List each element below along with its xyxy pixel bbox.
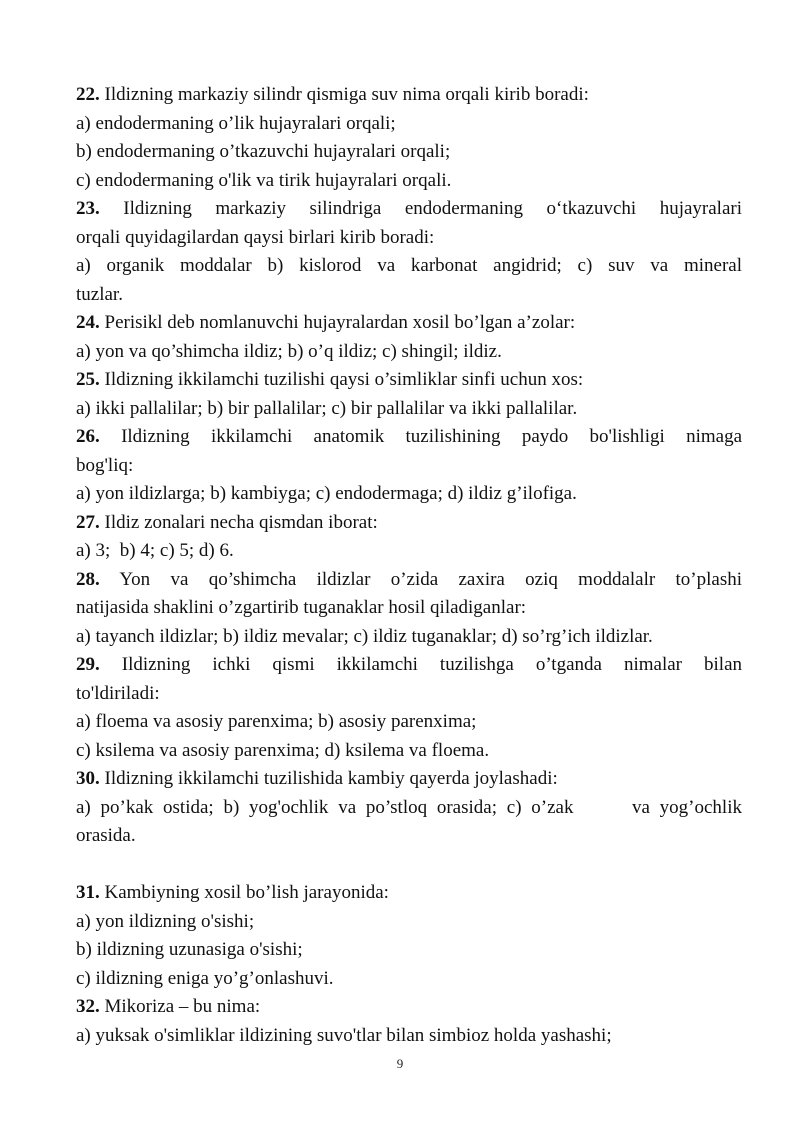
answer-option: b) endodermaning o’tkazuvchi hujayralari orqali;	[76, 141, 451, 162]
question-number: 28.	[76, 568, 100, 590]
question-text: Perisikl deb nomlanuvchi hujayralardan xosil bo’lgan a’zolar:	[104, 312, 576, 333]
question-list	[76, 81, 742, 1050]
question-text: Ildizning ichki qismi ikkilamchi tuzilishga o’tganda nimalar bilan	[121, 654, 743, 675]
question-31-text	[76, 879, 742, 908]
question-25-text	[76, 366, 742, 395]
answer-option: c) ksilema va asosiy parenxima; d) ksilema va floema.	[76, 739, 490, 761]
question-text: Ildiz zonalari necha qismdan iborat:	[104, 511, 378, 533]
question-29-text	[76, 651, 742, 680]
question-number: 23.	[76, 198, 100, 219]
question-number: 27.	[76, 511, 100, 533]
question-text: Ildizning markaziy silindr qismiga suv nima orqali kirib boradi:	[104, 84, 589, 105]
question-text: Ildizning ikkilamchi tuzilishi qaysi o’simliklar sinfi uchun xos:	[104, 369, 584, 390]
answer-option: a) po’kak ostida; b) yog'ochlik va po’stloq orasida; c) o’zak va yog’ochlik	[76, 796, 742, 818]
answer-option: a) 3; b) 4; c) 5; d) 6.	[76, 540, 234, 561]
answer-option: b) ildizning uzunasiga o'sishi;	[76, 939, 303, 960]
question-number: 24.	[76, 312, 100, 333]
question-24-text	[76, 309, 742, 338]
answer-option: a) organik moddalar b) kislorod va karbonat angidrid; c) suv va mineral	[76, 255, 742, 276]
question-text-continued: bog'liq:	[76, 454, 134, 476]
question-text: Kambiyning xosil bo’lish jarayonida:	[104, 882, 389, 903]
blank-line	[76, 851, 742, 880]
answer-option: tuzlar.	[76, 283, 123, 305]
question-text: Mikoriza – bu nima:	[104, 996, 261, 1017]
answer-option: c) endodermaning o'lik va tirik hujayralari orqali.	[76, 169, 452, 191]
question-text: Yon va qo’shimcha ildizlar o’zida zaxira oziq moddalalr to’plashi	[119, 568, 742, 590]
question-30-text	[76, 765, 742, 794]
question-22-text	[76, 81, 742, 110]
answer-option: a) yon ildizlarga; b) kambiyga; c) endodermaga; d) ildiz g’ilofiga.	[76, 483, 577, 504]
answer-option: a) tayanch ildizlar; b) ildiz mevalar; c) ildiz tuganaklar; d) so’rg’ich ildizlar.	[76, 625, 653, 647]
answer-option: a) ikki pallalilar; b) bir pallalilar; c) bir pallalilar va ikki pallalilar.	[76, 397, 578, 419]
answer-option: a) endodermaning o’lik hujayralari orqali;	[76, 112, 396, 134]
question-number: 30.	[76, 768, 100, 789]
question-text-continued: natijasida shaklini o’zgartirib tuganaklar hosil qiladiganlar:	[76, 597, 527, 618]
question-number: 31.	[76, 882, 100, 903]
answer-option: a) floema va asosiy parenxima; b) asosiy parenxima;	[76, 711, 477, 732]
question-text-continued: to'ldiriladi:	[76, 682, 160, 704]
question-32-text	[76, 993, 742, 1022]
question-number: 25.	[76, 369, 100, 390]
question-text: Ildizning ikkilamchi tuzilishida kambiy qayerda joylashadi:	[104, 768, 558, 789]
answer-option: a) yuksak o'simliklar ildizining suvo'tlar bilan simbioz holda yashashi;	[76, 1024, 612, 1046]
question-text-continued: orqali quyidagilardan qaysi birlari kirib boradi:	[76, 226, 435, 248]
question-number: 22.	[76, 84, 100, 105]
question-number: 29.	[76, 654, 100, 675]
answer-option: c) ildizning eniga yo’g’onlashuvi.	[76, 967, 334, 989]
question-26-text	[76, 423, 742, 452]
question-number: 32.	[76, 996, 100, 1017]
answer-option: orasida.	[76, 825, 136, 846]
answer-option: a) yon ildizning o'sishi;	[76, 910, 255, 932]
question-28-text	[76, 566, 742, 595]
question-number: 26.	[76, 426, 100, 447]
question-23-text	[76, 195, 742, 224]
question-text: Ildizning markaziy silindriga endodermaning o‘tkazuvchi hujayralari	[123, 198, 743, 219]
page-number: 9	[396, 1056, 404, 1071]
question-text: Ildizning ikkilamchi anatomik tuzilishining paydo bo'lishligi nimaga	[121, 426, 742, 447]
question-27-text	[76, 509, 742, 538]
answer-option: a) yon va qo’shimcha ildiz; b) o’q ildiz; c) shingil; ildiz.	[76, 340, 502, 362]
